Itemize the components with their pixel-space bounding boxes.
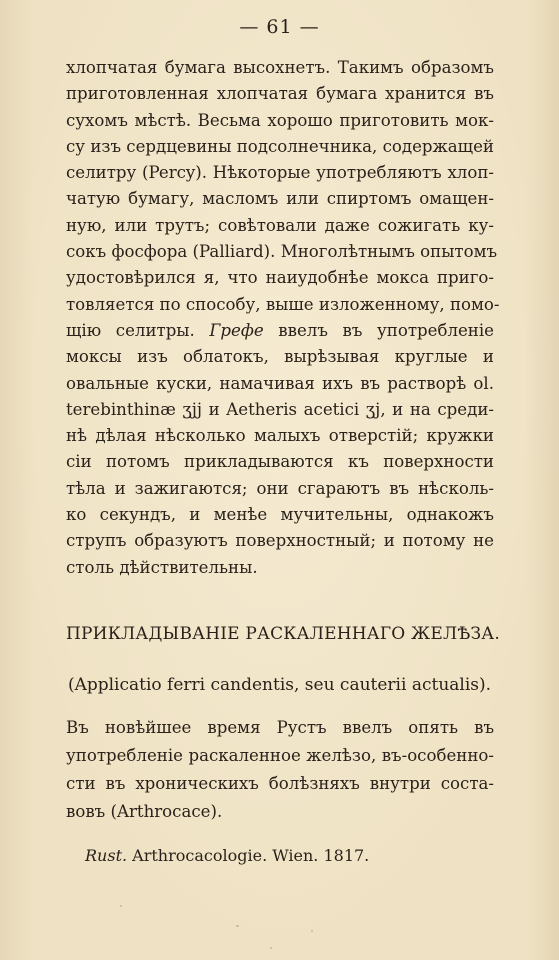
reference-title: Arthrocacologie. Wien. 1817. — [132, 846, 370, 865]
text-line: сухомъ мѣстѣ. Весьма хорошо приготовить мок- — [66, 110, 494, 130]
text-line: су изъ сердцевины подсолнечника, содержащей — [66, 136, 494, 156]
paper-fleck — [270, 947, 272, 949]
text-line: нѣ дѣлая нѣсколько малыхъ отверстій; кружки — [66, 426, 494, 446]
text-line: овальные куски, намачивая ихъ въ растворѣ ol. — [66, 373, 494, 393]
line-start: щію селитры. — [66, 320, 195, 340]
paper-fleck — [120, 905, 122, 907]
second-paragraph — [66, 714, 494, 826]
text-line: приготовленная хлопчатая бумага хранится въ — [66, 84, 494, 104]
text-line: чатую бумагу, масломъ или спиртомъ омащен- — [66, 189, 494, 209]
italic-name-grefe: Грефе — [209, 320, 264, 340]
text-line: моксы изъ облатокъ, вырѣзывая круглые и — [66, 347, 494, 367]
text-line: употребленіе раскаленное желѣзо, въ-особенно- — [66, 746, 494, 765]
text-line: terebinthinæ ʒjj и Aetheris acetici ʒj, и на среди- — [66, 399, 494, 419]
text-line-with-italic-name — [66, 318, 494, 344]
bibliographic-reference — [85, 846, 369, 865]
text-line: сти въ хроническихъ болѣзняхъ внутри соста- — [66, 774, 494, 793]
text-line: селитру (Percy). Нѣкоторые употребляютъ хлоп- — [66, 163, 494, 183]
text-line: ко секундъ, и менѣе мучительны, однакожъ — [66, 505, 494, 525]
text-line: сокъ фосфора (Palliard). Многолѣтнымъ опытомъ — [66, 242, 498, 262]
text-line: сіи потомъ прикладываются къ поверхности — [66, 452, 494, 472]
paper-fleck — [311, 930, 313, 932]
text-line: Въ новѣйшее время Рустъ ввелъ опять въ — [66, 718, 494, 737]
text-line-last: вовъ (Arthrocace). — [66, 802, 223, 821]
text-line: хлопчатая бумага высохнетъ. Такимъ образомъ — [66, 58, 494, 77]
text-line: ную, или трутъ; совѣтовали даже сожигать ку- — [66, 215, 494, 235]
text-line: удостовѣрился я, что наиудобнѣе мокса приго- — [66, 268, 494, 288]
text-line: тѣла и зажигаются; они сгараютъ въ нѣсколь- — [66, 478, 494, 498]
text-line: струпъ образуютъ поверхностный; и потому не — [66, 531, 494, 551]
section-subheading: (Applicatio ferri candentis, seu cauterii actualis). — [67, 675, 492, 695]
text-line: товляется по способу, выше изложенному, помо- — [66, 294, 500, 314]
reference-author: Rust. — [85, 846, 128, 865]
page-number: — 61 — — [239, 16, 320, 38]
main-paragraph — [66, 55, 500, 581]
line-end: ввелъ въ употребленіе — [278, 320, 494, 340]
paper-fleck — [236, 925, 239, 927]
text-line-last: столь дѣйствительны. — [66, 557, 258, 577]
section-heading: ПРИКЛАДЫВАНІЕ РАСКАЛЕННАГО ЖЕЛѢЗА. — [66, 624, 500, 644]
